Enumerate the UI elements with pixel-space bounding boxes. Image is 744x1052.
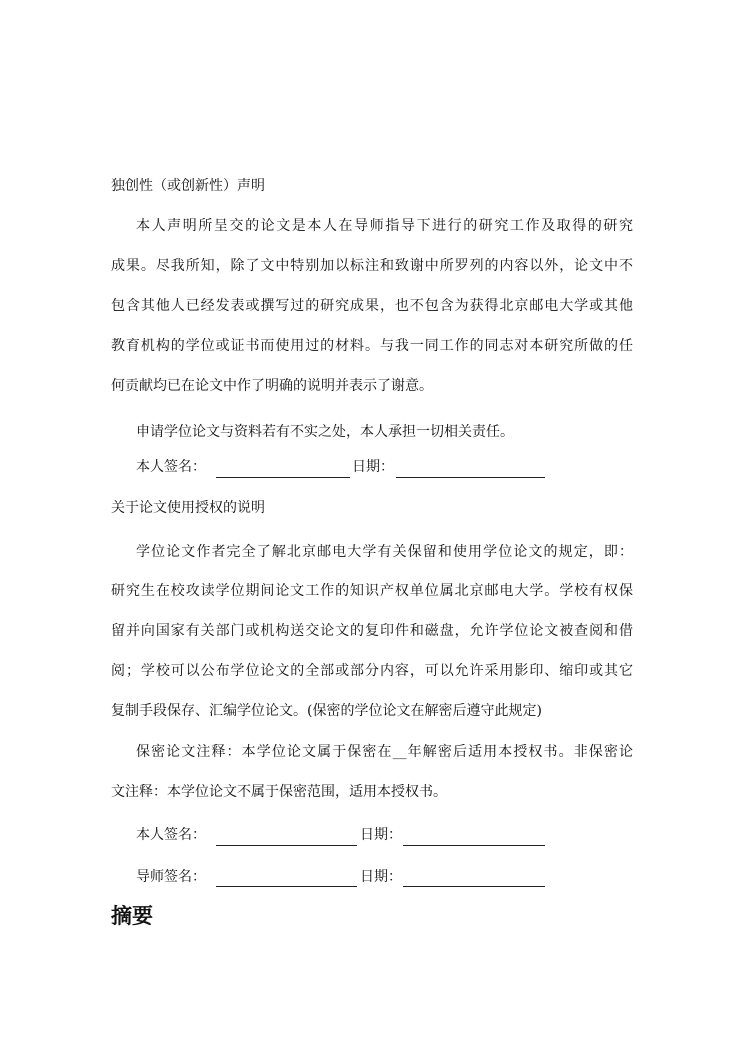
date-field[interactable]	[396, 477, 545, 478]
originality-paragraph-line: 何贡献均已在论文中作了明确的说明并表示了谢意。	[111, 378, 433, 394]
originality-title: 独创性（或创新性）声明	[111, 178, 265, 194]
confidential-note-line: 保密论文注释：本学位论文属于保密在__年解密后适用本授权书。非保密论	[136, 744, 633, 760]
originality-paragraph-line: 成果。尽我所知，除了文中特别加以标注和致谢中所罗列的内容以外，论文中不	[111, 258, 633, 274]
originality-paragraph-line: 本人声明所呈交的论文是本人在导师指导下进行的研究工作及取得的研究	[136, 218, 633, 234]
confidential-note-line: 文注释：本学位论文不属于保密范围，适用本授权书。	[111, 784, 447, 800]
date-field-3[interactable]	[403, 886, 545, 887]
responsibility-statement: 申请学位论文与资料若有不实之处，本人承担一切相关责任。	[136, 424, 514, 440]
date-field-2[interactable]	[403, 845, 545, 846]
authorization-paragraph-line: 留并向国家有关部门或机构送交论文的复印件和磁盘，允许学位论文被查阅和借	[111, 623, 633, 639]
advisor-signature-field[interactable]	[216, 886, 357, 887]
author-signature-field[interactable]	[216, 477, 350, 478]
author-signature-label-2: 本人签名：	[136, 827, 206, 843]
date-label-2: 日期：	[360, 827, 402, 843]
author-signature-label: 本人签名：	[136, 459, 206, 475]
advisor-signature-label: 导师签名：	[136, 869, 206, 885]
authorization-paragraph-line: 阅；学校可以公布学位论文的全部或部分内容，可以允许采用影印、缩印或其它	[111, 663, 633, 679]
originality-paragraph-line: 包含其他人已经发表或撰写过的研究成果，也不包含为获得北京邮电大学或其他	[111, 298, 633, 314]
authorization-paragraph-line: 学位论文作者完全了解北京邮电大学有关保留和使用学位论文的规定，即：	[136, 544, 633, 560]
date-label-3: 日期：	[360, 869, 402, 885]
author-signature-field-2[interactable]	[216, 845, 357, 846]
authorization-title: 关于论文使用授权的说明	[111, 500, 265, 516]
authorization-paragraph-line: 研究生在校攻读学位期间论文工作的知识产权单位属北京邮电大学。学校有权保	[111, 583, 633, 599]
abstract-heading: 摘要	[111, 903, 153, 928]
date-label: 日期：	[352, 459, 394, 475]
originality-paragraph-line: 教育机构的学位或证书而使用过的材料。与我一同工作的同志对本研究所做的任	[111, 338, 633, 354]
authorization-paragraph-line: 复制手段保存、汇编学位论文。(保密的学位论文在解密后遵守此规定)	[111, 703, 542, 719]
